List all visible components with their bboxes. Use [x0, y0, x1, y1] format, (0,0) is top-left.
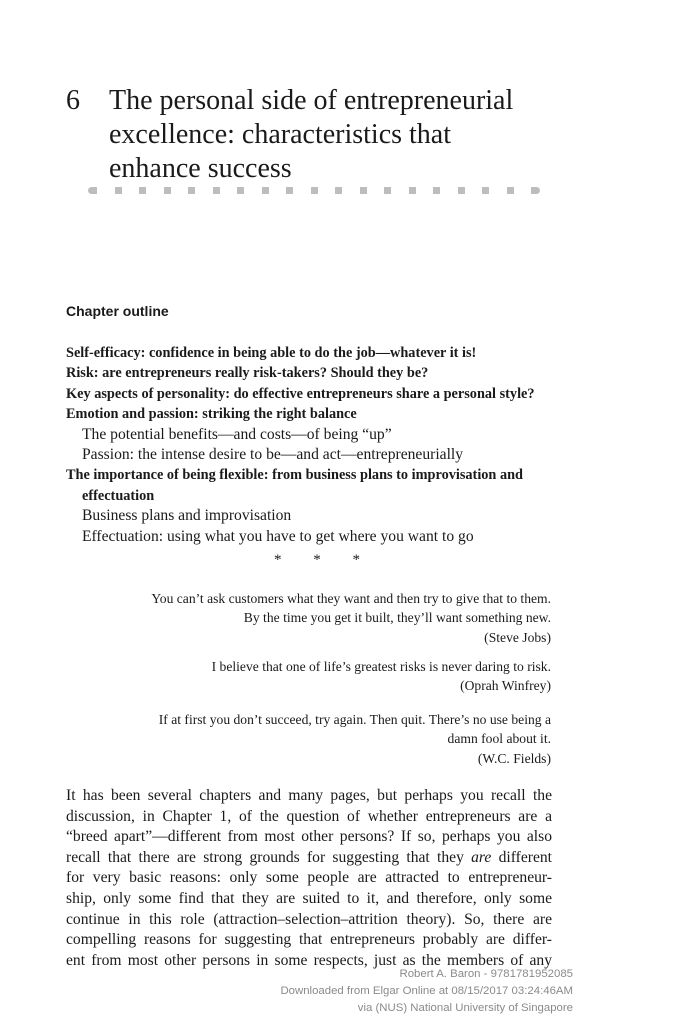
body-line: “breed apart”—different from most other persons? If so, perhaps you also	[66, 828, 552, 846]
body-line: It has been several chapters and many pages, but perhaps you recall the	[66, 787, 552, 804]
chapter-title-line: enhance success	[109, 153, 292, 184]
quote-line: damn fool about it.	[447, 731, 551, 747]
chapter-title	[109, 84, 609, 186]
chapter-number: 6	[66, 85, 80, 116]
epigraph-quote	[159, 710, 551, 768]
outline-heading: Chapter outline	[66, 303, 169, 319]
body-line	[66, 848, 552, 869]
body-line: continue in this role (attraction–selection–attrition theory). So, there are	[66, 910, 552, 928]
chapter-title-line: excellence: characteristics that	[109, 119, 452, 150]
quote-line: You can’t ask customers what they want and then try to give that to them.	[151, 591, 551, 606]
quote-author: (Steve Jobs)	[484, 629, 551, 645]
body-emphasis: are	[471, 848, 492, 866]
quote-line: If at first you don’t succeed, try again. Then quit. There’s no use being a	[158, 712, 551, 727]
quote-author: (Oprah Winfrey)	[460, 678, 551, 694]
watermark-line: via (NUS) National University of Singapore	[357, 1002, 573, 1014]
body-line: ent from most other persons in some respects, just as the members of any	[66, 951, 552, 969]
watermark-line: Robert A. Baron - 9781781952085	[399, 968, 573, 980]
outline-item: Emotion and passion: striking the right balance	[66, 406, 357, 423]
epigraph-quote	[151, 589, 551, 647]
chapter-outline	[66, 343, 566, 547]
body-line: ship, only some find that they are suited to it, and therefore, only some	[66, 889, 552, 907]
outline-subitem: Effectuation: using what you have to get where you want to go	[82, 527, 474, 545]
outline-subitem: Passion: the intense desire to be—and act—entrepreneurially	[82, 446, 464, 464]
quote-author: (W.C. Fields)	[477, 750, 551, 766]
quote-line: By the time you get it built, they’ll want something new.	[243, 610, 551, 626]
outline-subitem: The potential benefits—and costs—of being “up”	[82, 425, 392, 443]
decorative-dotted-rule	[88, 186, 540, 194]
outline-item: The importance of being flexible: from business plans to improvisation and	[66, 467, 524, 484]
outline-item: Key aspects of personality: do effective entrepreneurs share a personal style?	[66, 385, 535, 402]
body-line: discussion, in Chapter 1, of the question of whether entrepreneurs are a	[66, 807, 552, 825]
quote-line: I believe that one of life’s greatest risks is never daring to risk.	[211, 659, 551, 674]
watermark-line: Downloaded from Elgar Online at 08/15/2017 03:24:46AM	[280, 985, 573, 997]
body-line-start: recall that there are strong grounds for suggesting that they	[66, 848, 472, 866]
body-line-end: different	[491, 848, 552, 866]
chapter-title-line: The personal side of entrepreneurial	[109, 85, 514, 116]
outline-subitem: Business plans and improvisation	[82, 507, 292, 525]
body-line: for very basic reasons: only some people are attracted to entrepreneur-	[66, 869, 552, 887]
body-line: compelling reasons for suggesting that entrepreneurs probably are differ-	[66, 931, 552, 949]
section-separator: * * *	[274, 552, 374, 568]
download-watermark	[280, 966, 573, 1017]
outline-item: Self-efficacy: confidence in being able to do the job—whatever it is!	[66, 345, 477, 361]
epigraph-quote	[212, 657, 551, 696]
outline-item-continued: effectuation	[82, 487, 155, 504]
outline-item: Risk: are entrepreneurs really risk-takers? Should they be?	[66, 365, 429, 382]
body-paragraph	[66, 786, 552, 971]
